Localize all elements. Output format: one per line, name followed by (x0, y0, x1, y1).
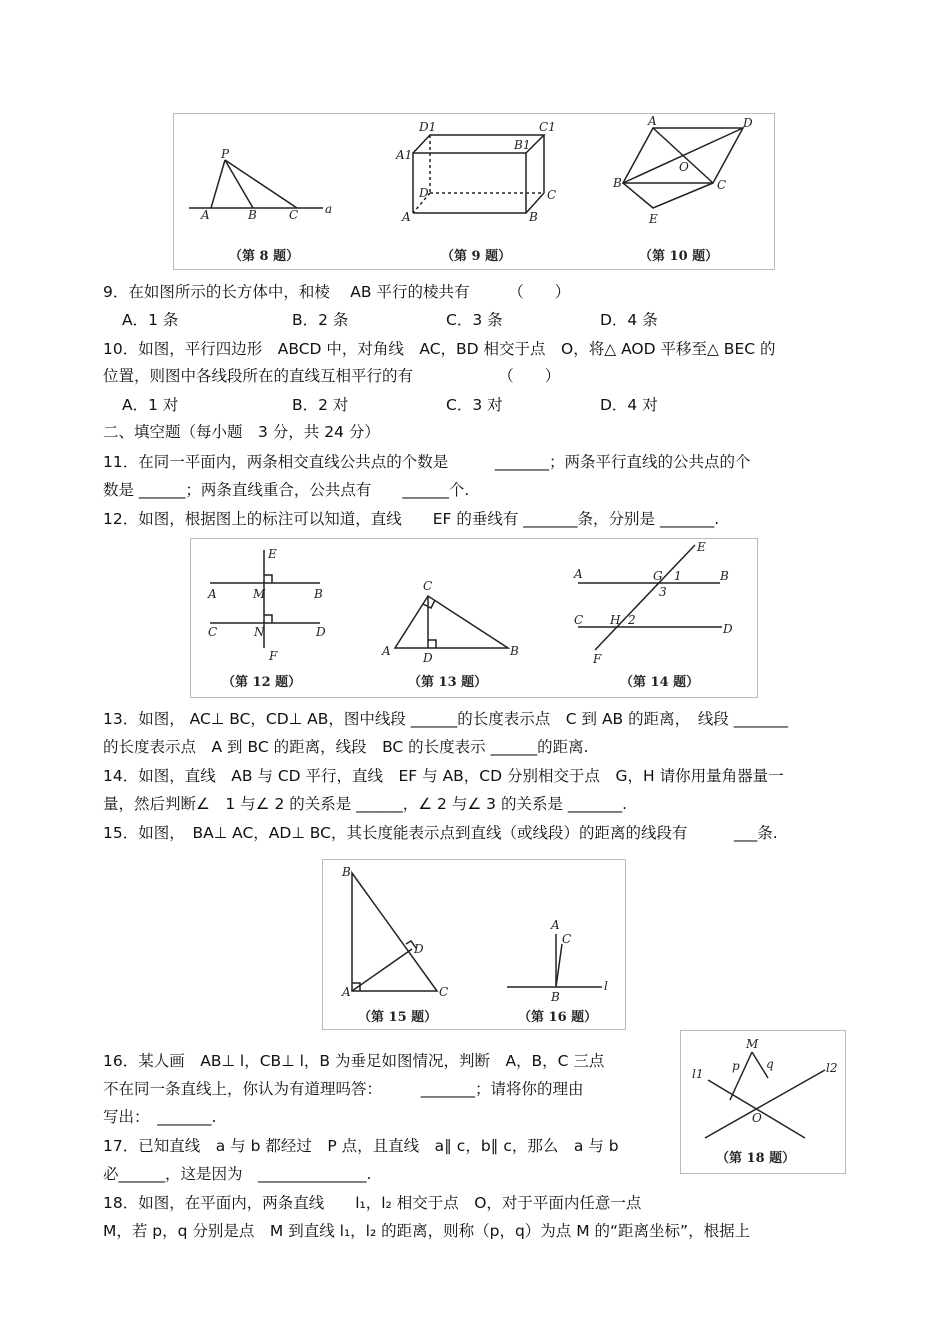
figure-12 (207, 547, 326, 690)
fig14-label-G: G (653, 569, 663, 583)
figure-row-15-16 (322, 859, 626, 1030)
fig14-label-2: 2 (628, 613, 636, 627)
q13-line2: 的长度表示点 A 到 BC 的距离，线段 BC 的长度表示 ______的距离. (103, 738, 589, 756)
fig12-caption: （第 12 题） (222, 675, 302, 690)
q11-line2: 数是 ______；两条直线重合，公共点有 ______个. (103, 481, 470, 499)
fig15-label-C: C (439, 985, 449, 999)
fig12-label-D: D (316, 625, 326, 639)
fig18-caption: （第 18 题） (716, 1151, 796, 1166)
fig9-label-C: C (547, 188, 557, 202)
q10-option-c: C．3 对 (446, 396, 503, 414)
fig15-label-B: B (342, 865, 351, 879)
q9-option-c: C．3 条 (446, 311, 503, 329)
fig14-label-H: H (610, 613, 621, 627)
q13-line1: 13．如图， AC⊥ BC，CD⊥ AB，图中线段 ______的长度表示点 C 到 AB 的距离， 线段 _______ (103, 710, 789, 728)
fig18-label-l2: l2 (826, 1061, 838, 1075)
fig9-label-B: B (529, 210, 538, 224)
fig18-label-O: O (752, 1111, 762, 1125)
fig10-label-E: E (649, 212, 658, 226)
q9-stem: 9．在如图所示的长方体中，和棱 AB 平行的棱共有 （ ） (103, 283, 571, 301)
fig13-label-A: A (382, 644, 391, 658)
fig10-label-A: A (648, 114, 657, 128)
fig12-label-F: F (269, 649, 278, 663)
fig14-label-E: E (697, 540, 706, 554)
fig18-label-q: q (766, 1057, 774, 1071)
figure-13 (381, 579, 519, 690)
fig9-label-D: D (419, 186, 429, 200)
figure-row-12-13-14 (190, 538, 758, 698)
fig9-label-D1: D1 (419, 120, 437, 134)
fig13-caption: （第 13 题） (408, 675, 488, 690)
fig15-label-A: A (342, 985, 351, 999)
figure-8 (189, 147, 332, 264)
fig14-label-B: B (720, 569, 729, 583)
q18-line1: 18．如图，在平面内，两条直线 l₁，l₂ 相交于点 O，对于平面内任意一点 (103, 1194, 642, 1212)
fig16-label-C: C (562, 932, 572, 946)
q15-stem: 15．如图， BA⊥ AC，AD⊥ BC，其长度能表示点到直线（或线段）的距离的线段有 ___条. (103, 824, 778, 842)
q16-line1: 16．某人画 AB⊥ l，CB⊥ l，B 为垂足如图情况，判断 A，B，C 三点 (103, 1052, 605, 1070)
q9-option-b: B．2 条 (292, 311, 349, 329)
fig15-label-D: D (414, 942, 424, 956)
fig10-caption: （第 10 题） (639, 249, 719, 264)
q10-option-d: D．4 对 (600, 396, 658, 414)
fig9-caption: （第 9 题） (441, 249, 512, 264)
q9-option-a: A．1 条 (122, 311, 179, 329)
fig12-label-B: B (314, 587, 323, 601)
fig16-label-B: B (551, 990, 560, 1004)
fig14-label-F: F (593, 652, 602, 666)
fig13-label-B: B (510, 644, 519, 658)
fig9-label-A1: A1 (396, 148, 413, 162)
fig10-label-C: C (717, 178, 727, 192)
fig8-label-B: B (248, 208, 257, 222)
section-2-heading: 二、填空题（每小题 3 分，共 24 分） (103, 423, 380, 441)
q10-option-a: A．1 对 (122, 396, 179, 414)
q16-line2: 不在同一条直线上，你认为有道理吗答： _______；请将你的理由 (103, 1080, 584, 1098)
fig16-label-l: l (604, 979, 608, 993)
fig15-caption: （第 15 题） (358, 1010, 438, 1025)
fig13-label-C: C (423, 579, 433, 593)
q9-option-d: D．4 条 (600, 311, 658, 329)
q12-stem: 12．如图，根据图上的标注可以知道，直线 EF 的垂线有 _______条，分别是 _______. (103, 510, 720, 528)
fig14-label-A: A (574, 567, 583, 581)
fig12-label-A: A (208, 587, 217, 601)
fig16-caption: （第 16 题） (518, 1010, 598, 1025)
fig8-caption: （第 8 题） (229, 249, 300, 264)
fig9-label-B1: B1 (514, 138, 531, 152)
fig12-label-M: M (253, 587, 266, 601)
fig18-label-M: M (746, 1037, 759, 1051)
fig12-label-E: E (268, 547, 277, 561)
fig13-label-D: D (423, 651, 433, 665)
q14-line1: 14．如图，直线 AB 与 CD 平行，直线 EF 与 AB，CD 分别相交于点 G，H 请你用量角器量一 (103, 767, 784, 785)
fig9-label-C1: C1 (539, 120, 556, 134)
figure-row-8-9-10 (173, 113, 775, 270)
fig12-label-N: N (254, 625, 265, 639)
fig14-caption: （第 14 题） (620, 675, 700, 690)
fig9-label-A: A (402, 210, 411, 224)
fig12-label-C: C (208, 625, 218, 639)
q18-line2: M，若 p，q 分别是点 M 到直线 l₁，l₂ 的距离，则称（p，q）为点 M 的“距离坐标”，根据上 (103, 1222, 751, 1240)
figure-15 (341, 865, 448, 1025)
fig18-label-p: p (732, 1059, 740, 1073)
fig14-label-C: C (574, 613, 584, 627)
fig10-label-D: D (743, 116, 753, 130)
fig8-label-P: P (221, 147, 230, 161)
q14-line2: 量，然后判断∠ 1 与∠ 2 的关系是 ______，∠ 2 与∠ 3 的关系是 _______. (103, 795, 628, 813)
figure-9 (395, 120, 556, 264)
fig14-label-3: 3 (659, 585, 667, 599)
q16-line3: 写出： _______. (103, 1108, 217, 1126)
fig14-label-1: 1 (674, 569, 682, 583)
q10-option-b: B．2 对 (292, 396, 349, 414)
figure-14 (573, 540, 733, 690)
figure-16 (507, 918, 608, 1025)
q10-stem-line1: 10．如图，平行四边形 ABCD 中，对角线 AC，BD 相交于点 O，将△ AOD 平移至△ BEC 的 (103, 340, 776, 358)
fig14-label-D: D (723, 622, 733, 636)
fig10-label-O: O (679, 160, 689, 174)
q17-line1: 17．已知直线 a 与 b 都经过 P 点，且直线 a∥ c，b∥ c，那么 a 与 b (103, 1137, 619, 1155)
fig16-label-A: A (551, 918, 560, 932)
q10-stem-line2: 位置，则图中各线段所在的直线互相平行的有 （ ） (103, 367, 561, 385)
fig10-label-B: B (613, 176, 622, 190)
figure-10 (612, 114, 753, 264)
fig8-label-A: A (201, 208, 210, 222)
fig8-label-a: a (325, 202, 333, 216)
q11-line1: 11．在同一平面内，两条相交直线公共点的个数是 _______；两条平行直线的公共点的个 (103, 453, 751, 471)
figure-18 (680, 1030, 846, 1174)
q17-line2: 必______，这是因为 ______________. (103, 1165, 372, 1183)
fig8-label-C: C (289, 208, 299, 222)
fig18-label-l1: l1 (692, 1067, 704, 1081)
